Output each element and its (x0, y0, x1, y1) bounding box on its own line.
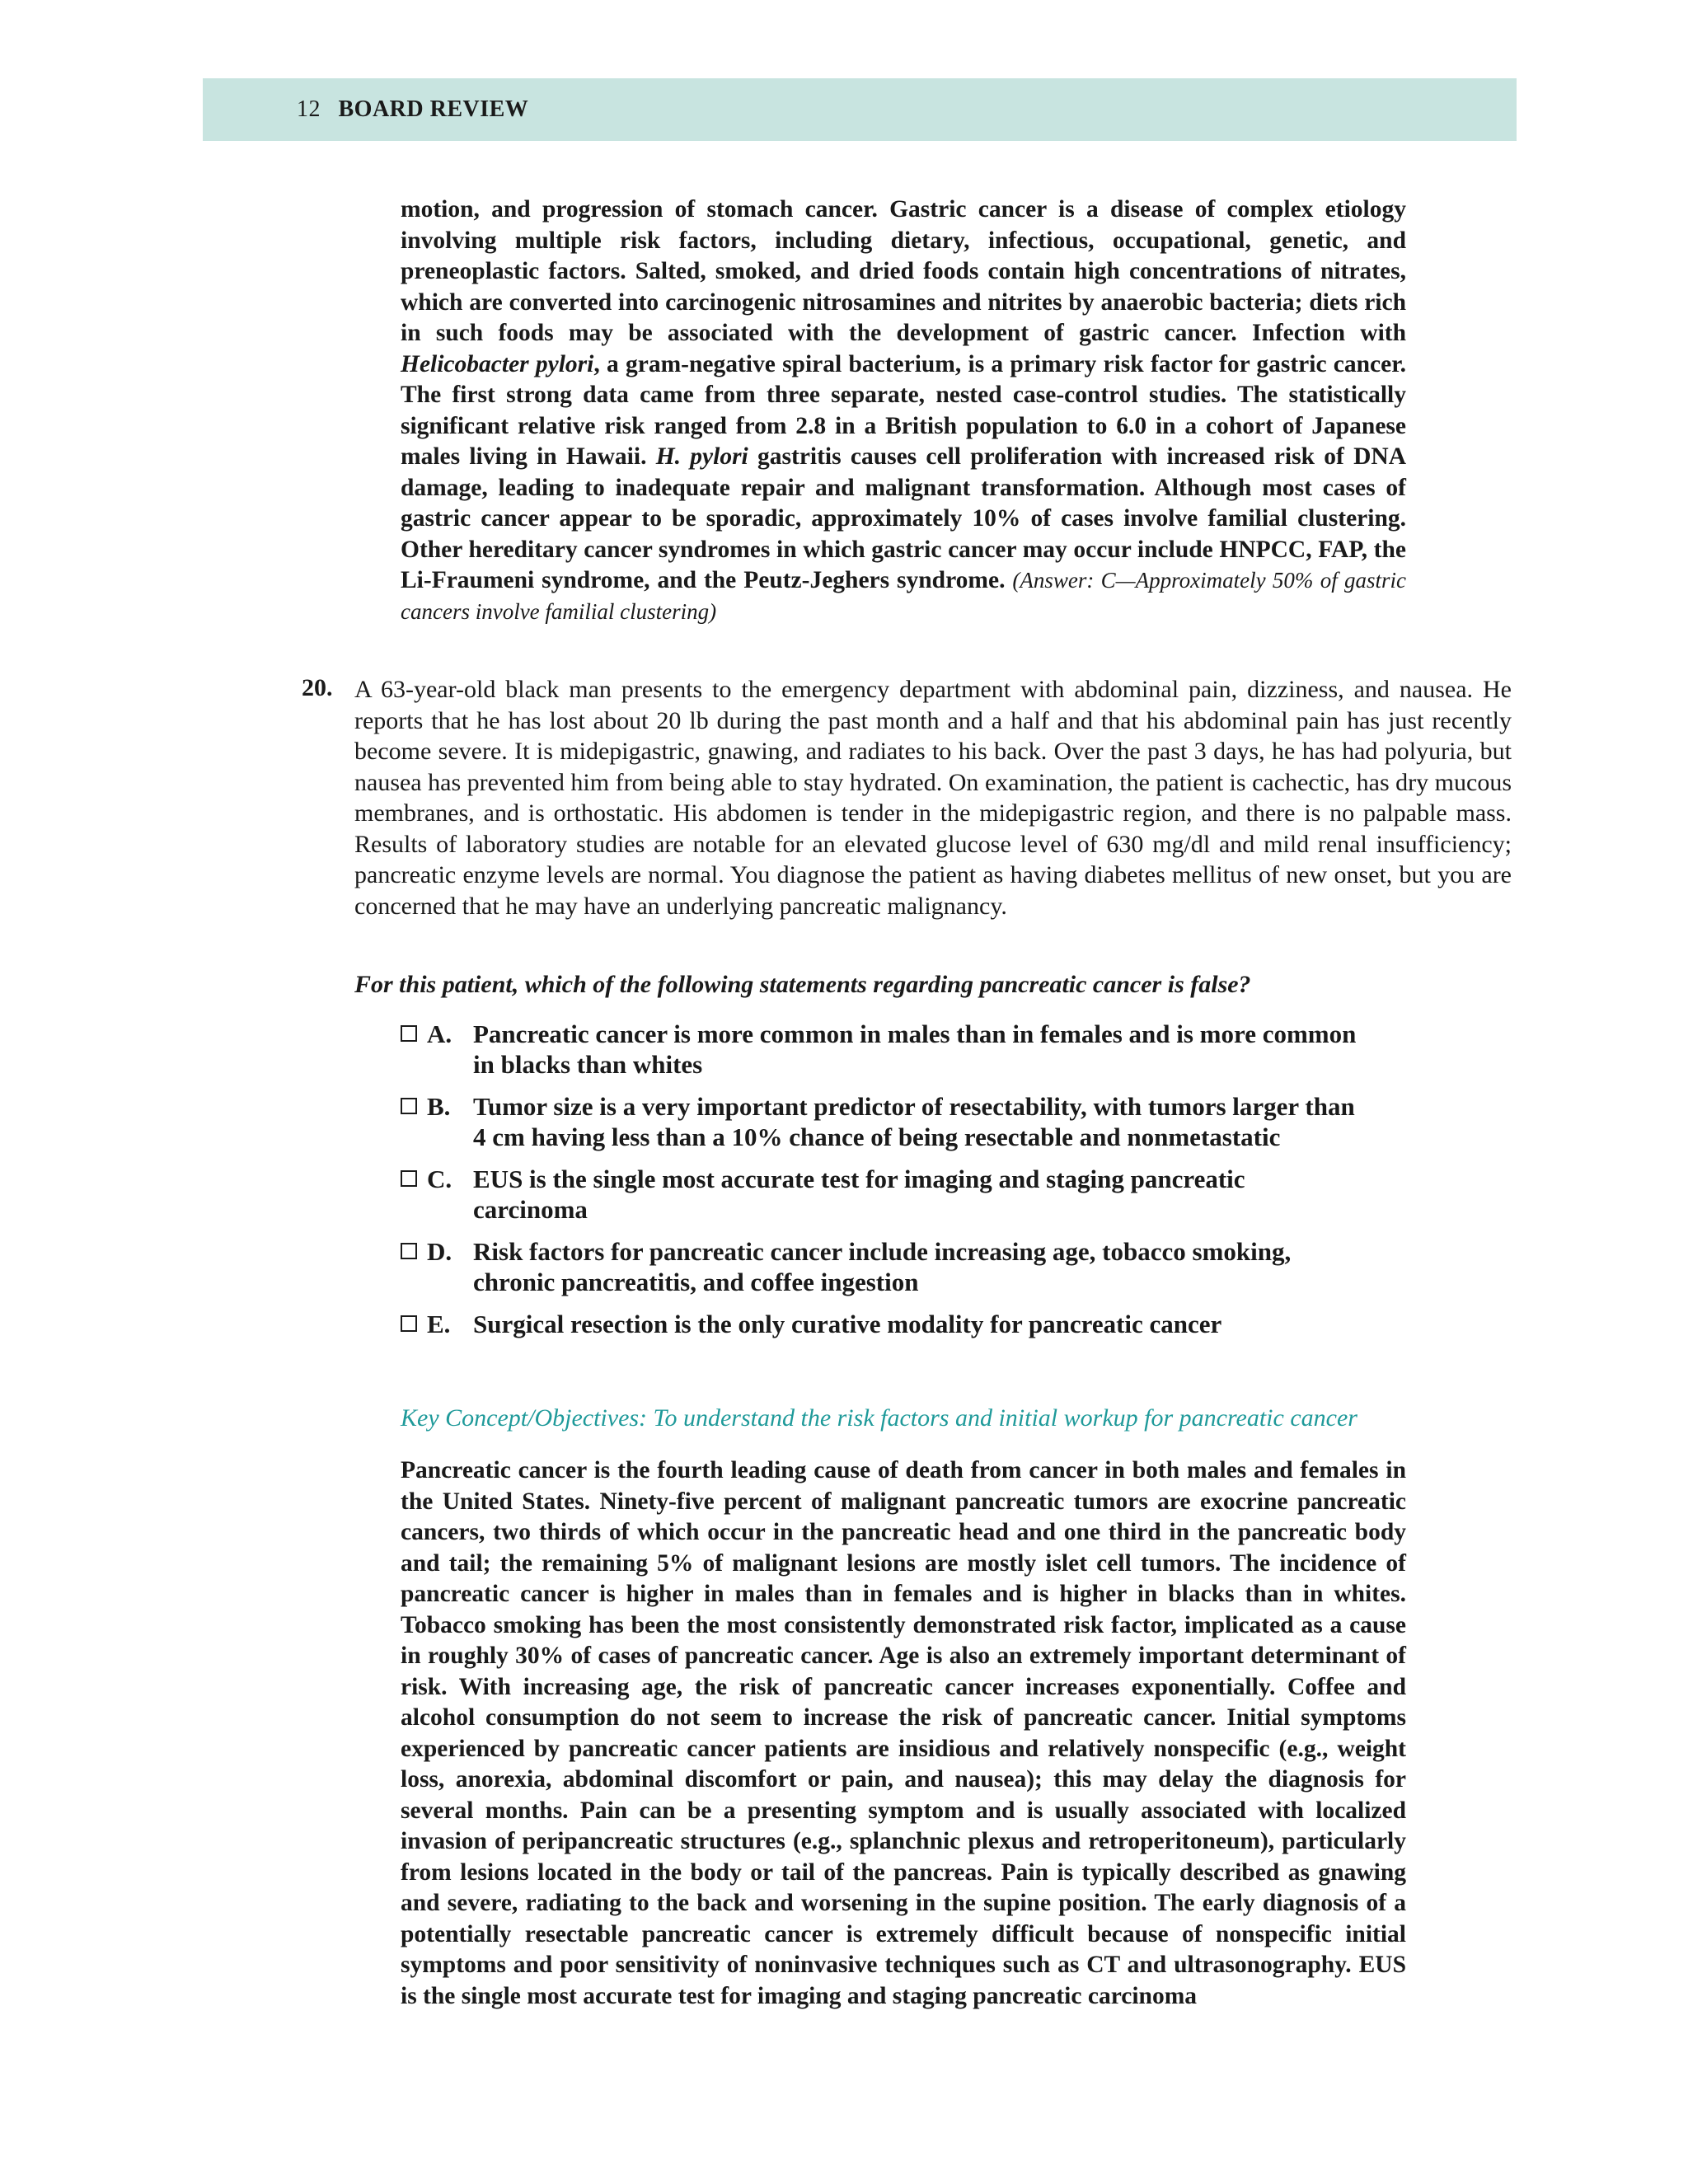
checkbox-icon[interactable] (401, 1243, 417, 1259)
option-e[interactable] (401, 1309, 1357, 1339)
option-text: Risk factors for pancreatic cancer include increasing age, tobacco smoking, chronic pancreatitis, and coffee ingestion (473, 1237, 1292, 1296)
checkbox-icon[interactable] (401, 1098, 417, 1114)
option-text: EUS is the single most accurate test for imaging and staging pancreatic carcinoma (473, 1165, 1245, 1224)
checkbox-icon[interactable] (401, 1170, 417, 1187)
explanation-19 (401, 194, 1406, 627)
checkbox-icon[interactable] (401, 1025, 417, 1042)
organism-abbrev: H. pylori (655, 443, 748, 470)
option-text: Surgical resection is the only curative modality for pancreatic cancer (473, 1310, 1222, 1338)
checkbox-icon[interactable] (401, 1315, 417, 1332)
option-letter: B. (427, 1092, 451, 1121)
section-title: BOARD REVIEW (338, 96, 529, 122)
option-d[interactable] (401, 1236, 1357, 1297)
key-concept: Key Concept/Objectives: To understand the risk factors and initial workup for pancreatic cancer (401, 1404, 1357, 1432)
option-text: Pancreatic cancer is more common in males than in females and is more common in blacks than whites (473, 1019, 1357, 1079)
header-text (297, 96, 528, 123)
explanation-19-text-2: , a gram-negative spiral bacterium, is a primary risk factor for gastric cancer. The first strong data came from three separate, nested case-control studies. The statistically significant relative risk ranged from 2.8 in a British population to 6.0 in a cohort of Japanese males living in Hawaii. (401, 350, 1407, 470)
option-letter: E. (427, 1310, 451, 1338)
explanation-20: Pancreatic cancer is the fourth leading cause of death from cancer in both males and females in the United States. Ninety-five percent of malignant pancreatic tumors are exocrine pancreatic cancers, two thirds of which occur in the pancreatic head and one third in the pancreatic body and tail; the remaining 5% of malignant lesions are mostly islet cell tumors. The incidence of pancreatic cancer is higher in males than in females and is higher in blacks than in whites. Tobacco smoking has been the most consistently demonstrated risk factor, implicated as a cause in roughly 30% of cases of pancreatic cancer. Age is also an extremely important determinant of risk. With increasing age, the risk of pancreatic cancer increases exponentially. Coffee and alcohol consumption do not seem to increase the risk of pancreatic cancer. Initial symptoms experienced by pancreatic cancer patients are insidious and relatively nonspecific (e.g., weight loss, anorexia, abdominal discomfort or pain, and nausea); this may delay the diagnosis for several months. Pain can be a presenting symptom and is usually associated with localized invasion of peripancreatic structures (e.g., splanchnic plexus and retroperitoneum), particularly from lesions located in the body or tail of the pancreas. Pain is typically described as gnawing and severe, radiating to the back and worsening in the supine position. The early diagnosis of a potentially resectable pancreatic cancer is extremely difficult because of nonspecific initial symptoms and poor sensitivity of noninvasive techniques such as CT and ultrasonography. EUS is the single most accurate test for imaging and staging pancreatic carcinoma (401, 1457, 1406, 2009)
option-b[interactable] (401, 1091, 1357, 1152)
option-a[interactable] (401, 1019, 1357, 1080)
question-prompt: For this patient, which of the following statements regarding pancreatic cancer is false? (354, 971, 1251, 998)
option-letter: A. (427, 1019, 452, 1048)
page-number: 12 (297, 96, 321, 122)
explanation-19-text: motion, and progression of stomach cancer. Gastric cancer is a disease of complex etiology involving multiple risk factors, including dietary, infectious, occupational, genetic, and preneoplastic factors. Salted, smoked, and dried foods contain high concentrations of nitrates, which are converted into carcinogenic nitrosamines and nitrites by anaerobic bacteria; diets rich in such foods may be associated with the development of gastric cancer. Infection with (401, 196, 1406, 346)
option-letter: C. (427, 1165, 452, 1193)
question-stem: A 63-year-old black man presents to the emergency department with abdominal pain, dizziness, and nausea. He reports that he has lost about 20 lb during the past month and a half and that his abdominal pain has just recently become severe. It is midepigastric, gnawing, and radiates to his back. Over the past 3 days, he has had polyuria, but nausea has prevented him from being able to stay hydrated. On examination, the patient is cachectic, has dry mucous membranes, and is orthostatic. His abdomen is tender in the midepigastric region, and there is no palpable mass. Results of laboratory studies are notable for an elevated glucose level of 630 mg/dl and mild renal insufficiency; pancreatic enzyme levels are normal. You diagnose the patient as having diabetes mellitus of new onset, but you are concerned that he may have an underlying pancreatic malignancy. (354, 676, 1512, 920)
explanation-19-text-3: gastritis causes cell proliferation with increased risk of DNA damage, leading to inadequate repair and malignant transformation. Although most cases of gastric cancer appear to be sporadic, approximately 10% of cases involve familial clustering. Other hereditary cancer syndromes in which gastric cancer may occur include HNPCC, FAP, the Li-Fraumeni syndrome, and the Peutz-Jeghers syndrome. (401, 443, 1407, 593)
option-letter: D. (427, 1237, 452, 1266)
answer-19: (Answer: C—Approximately 50% of gastric cancers involve familial clustering) (401, 568, 1407, 624)
question-number: 20. (302, 674, 333, 701)
organism-name: Helicobacter pylori (401, 350, 594, 377)
option-c[interactable] (401, 1164, 1357, 1225)
answer-options (401, 1019, 1357, 1351)
option-text: Tumor size is a very important predictor of resectability, with tumors larger than 4 cm having less than a 10% chance of being resectable and nonmetastatic (473, 1092, 1355, 1151)
page-header (203, 78, 1517, 141)
